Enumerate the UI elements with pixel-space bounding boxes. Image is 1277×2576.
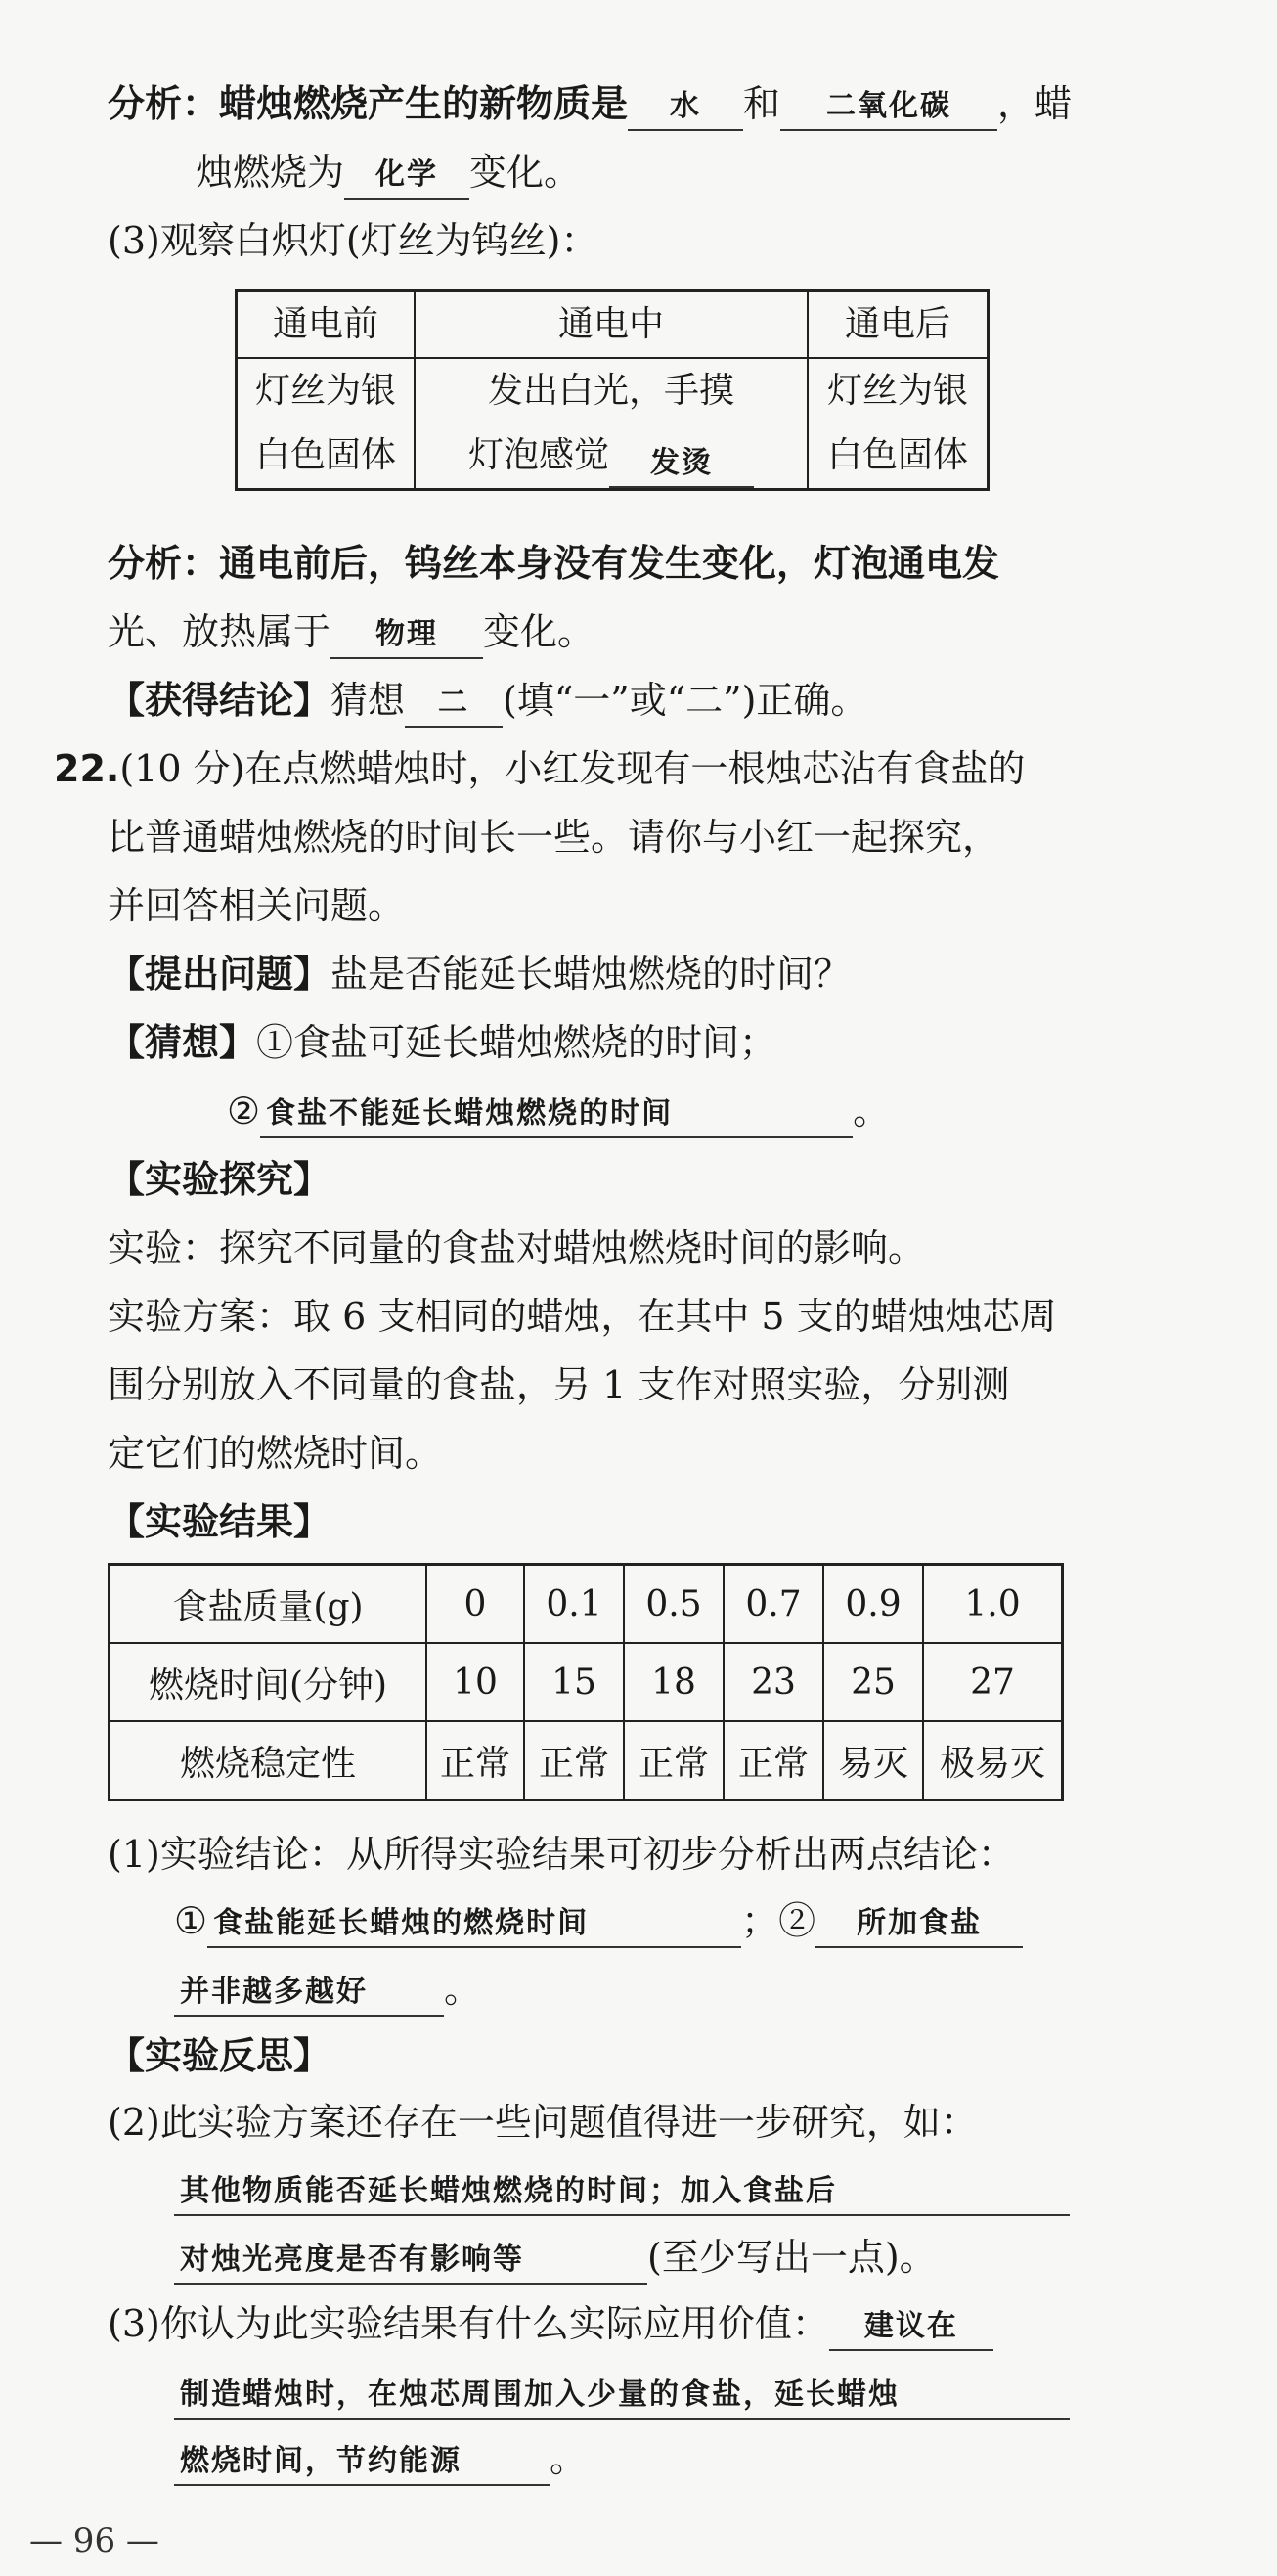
before-cell	[237, 358, 416, 490]
section-tag: 【实验探究】	[108, 1158, 331, 1201]
row-label: 燃烧稳定性	[110, 1721, 427, 1800]
text: 盐是否能延长蜡烛燃烧的时间？	[330, 953, 852, 996]
table-cell: 27	[923, 1643, 1063, 1721]
table-cell: 正常	[724, 1721, 823, 1800]
question-line	[108, 947, 851, 1001]
row-label: 燃烧时间(分钟)	[110, 1643, 427, 1721]
experiment-line-2: 实验方案：取 6 支相同的蜡烛，在其中 5 支的蜡烛烛芯周	[108, 1295, 1057, 1338]
table-row	[110, 1721, 1063, 1800]
text: ，蜡	[997, 82, 1073, 125]
text: ；②	[741, 1899, 816, 1942]
text: ①	[174, 1899, 208, 1942]
conclusion-line	[108, 673, 867, 728]
experiment-line-3: 围分别放入不同量的食盐，另 1 支作对照实验，分别测	[108, 1363, 1010, 1406]
text: 变化。	[483, 610, 595, 653]
text: ②	[227, 1089, 261, 1133]
q1-line-2	[174, 1893, 1023, 1948]
q2-line-3	[174, 2230, 937, 2285]
section-tag: 【获得结论】	[108, 679, 331, 722]
page-number: — 96 —	[29, 2521, 159, 2560]
after-cell	[808, 358, 989, 490]
section-tag: 【提出问题】	[108, 953, 331, 996]
analysis-line-2	[196, 145, 581, 200]
text: 烛燃烧为	[196, 151, 345, 194]
table-cell: 15	[524, 1643, 624, 1721]
q22-line-2: 比普通蜡烛燃烧的时间长一些。请你与小红一起探究，	[108, 816, 1000, 859]
answer-blank: 食盐能延长蜡烛的燃烧时间	[207, 1901, 741, 1948]
question-number: 22.	[54, 747, 120, 790]
guess-line-2	[227, 1084, 890, 1138]
text: 。	[853, 1089, 891, 1133]
table-cell: 0.9	[823, 1565, 923, 1644]
cell-line: 白色固体	[826, 435, 968, 475]
bulb-observation-table	[235, 289, 990, 491]
experiment-line-1: 实验：探究不同量的食盐对蜡烛燃烧时间的影响。	[108, 1226, 926, 1269]
text: (3)你认为此实验结果有什么实际应用价值：	[108, 2302, 829, 2345]
q3-line-1	[108, 2296, 993, 2351]
text: (至少写出一点)。	[647, 2236, 937, 2279]
answer-blank: 二氧化碳	[780, 84, 997, 131]
table-cell: 0	[426, 1565, 524, 1644]
row-label: 食盐质量(g)	[110, 1565, 427, 1644]
text: 光、放热属于	[108, 610, 331, 653]
text: 和	[743, 82, 781, 125]
answer-blank: 化学	[344, 153, 469, 200]
table-cell: 0.1	[524, 1565, 624, 1644]
answer-blank: 发烫	[609, 441, 754, 488]
analysis-text: 分析：通电前后，钨丝本身没有发生变化，灯泡通电发	[108, 542, 1000, 585]
table-cell: 0.7	[724, 1565, 823, 1644]
answer-blank: 制造蜡烛时，在烛芯周围加入少量的食盐，延长蜡烛	[174, 2373, 1070, 2420]
cell-line	[416, 423, 807, 488]
table-cell: 23	[724, 1643, 823, 1721]
table-cell: 25	[823, 1643, 923, 1721]
section-tag: 【实验反思】	[108, 2034, 331, 2077]
answer-blank: 所加食盐	[815, 1901, 1023, 1948]
answer-blank: 物理	[330, 612, 483, 659]
table-cell: 极易灭	[923, 1721, 1063, 1800]
header-cell: 通电前	[237, 291, 416, 359]
section-tag: 【实验结果】	[108, 1500, 331, 1543]
text: ①食盐可延长蜡烛燃烧的时间；	[256, 1021, 777, 1064]
q3-line-3	[174, 2431, 587, 2486]
text: 变化。	[469, 151, 582, 194]
answer-blank: 水	[628, 84, 743, 131]
table-cell: 0.5	[624, 1565, 724, 1644]
section-3-title: (3)观察白炽灯(灯丝为钨丝)：	[108, 219, 598, 262]
text: 猜想	[330, 679, 406, 722]
q2-line-1: (2)此实验方案还存在一些问题值得进一步研究，如：	[108, 2101, 978, 2144]
during-cell	[415, 358, 808, 490]
table-cell: 正常	[524, 1721, 624, 1800]
answer-blank: 并非越多越好	[174, 1970, 444, 2017]
q22-line-3: 并回答相关问题。	[108, 884, 406, 927]
table-cell: 正常	[426, 1721, 524, 1800]
q3-line-2	[174, 2365, 1070, 2420]
header-cell: 通电中	[415, 291, 808, 359]
analysis-line-1	[108, 76, 1072, 131]
experiment-line-4: 定它们的燃烧时间。	[108, 1432, 443, 1475]
answer-blank: 二	[405, 681, 503, 728]
q1-line-3	[174, 1962, 481, 2017]
text: (10 分)在点燃蜡烛时，小红发现有一根烛芯沾有食盐的	[119, 747, 1026, 790]
cell-line: 灯丝为银	[826, 371, 968, 411]
analysis-2-line-2	[108, 604, 594, 659]
table-row	[110, 1643, 1063, 1721]
answer-blank: 食盐不能延长蜡烛燃烧的时间	[260, 1091, 853, 1138]
answer-blank: 其他物质能否延长蜡烛燃烧的时间；加入食盐后	[174, 2169, 1070, 2216]
header-cell: 通电后	[808, 291, 989, 359]
analysis-text: 分析：蜡烛燃烧产生的新物质是	[108, 82, 629, 125]
guess-line-1	[108, 1015, 776, 1070]
section-tag: 【猜想】	[108, 1021, 257, 1064]
answer-blank: 燃烧时间，节约能源	[174, 2439, 550, 2486]
table-cell: 正常	[624, 1721, 724, 1800]
q22-line-1	[54, 741, 1025, 796]
table-row	[110, 1565, 1063, 1644]
salt-result-table	[108, 1563, 1064, 1801]
answer-blank: 对烛光亮度是否有影响等	[174, 2238, 647, 2285]
q1-line-1: (1)实验结论：从所得实验结果可初步分析出两点结论：	[108, 1833, 1015, 1876]
cell-line: 白色固体	[254, 435, 396, 475]
table-cell: 10	[426, 1643, 524, 1721]
text: 。	[444, 1968, 482, 2011]
cell-line: 发出白光，手摸	[487, 371, 734, 411]
table-cell: 1.0	[923, 1565, 1063, 1644]
text: (填“一”或“二”)正确。	[503, 679, 868, 722]
table-cell: 18	[624, 1643, 724, 1721]
answer-blank: 建议在	[829, 2304, 993, 2351]
q2-line-2	[174, 2161, 1070, 2216]
text: 。	[550, 2437, 588, 2480]
cell-text: 灯泡感觉	[467, 435, 609, 475]
table-cell: 易灭	[823, 1721, 923, 1800]
analysis-2-line-1	[108, 536, 999, 591]
cell-line: 灯丝为银	[254, 371, 396, 411]
